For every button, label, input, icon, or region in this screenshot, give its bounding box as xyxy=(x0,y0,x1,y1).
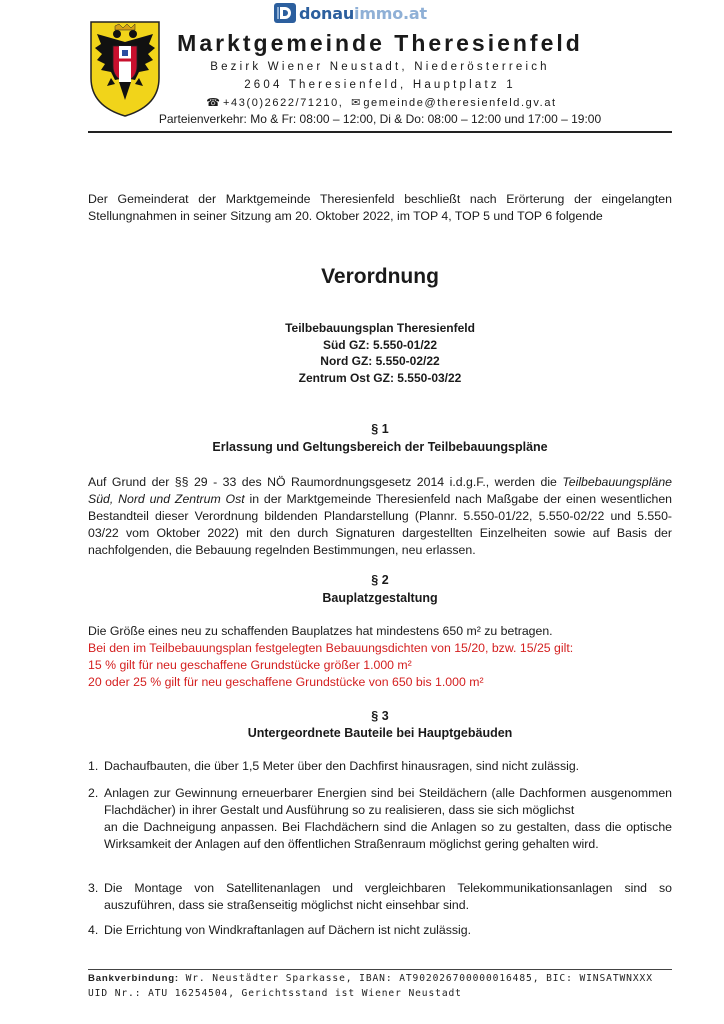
contact-line xyxy=(160,96,600,109)
address-line: 2604 Theresienfeld, Hauptplatz 1 xyxy=(244,79,516,91)
section2-text: Die Größe eines neu zu schaffenden Bauplatzes hat mindestens 650 m² zu betragen. xyxy=(88,624,553,638)
phone-icon: ☎ xyxy=(206,97,220,109)
section-heading: Bauplatzgestaltung xyxy=(322,591,438,605)
list-item xyxy=(88,922,672,939)
list-text: Die Montage von Satellitenanlagen und vergleichbaren Telekommunikationsanlagen sind so auszuführen, dass sie straßenseitig möglichst nicht einsehbar sind. xyxy=(104,881,672,912)
bank-details: Bankverbindung: Wr. Neustädter Sparkasse, IBAN: AT902026700000016485, BIC: WINSATWNXXX xyxy=(88,973,653,984)
section-number: § 2 xyxy=(371,573,389,587)
list-item xyxy=(88,880,672,914)
section-number: § 3 xyxy=(371,709,389,723)
footer-divider xyxy=(88,969,672,970)
section-heading: Untergeordnete Bauteile bei Hauptgebäuden xyxy=(247,726,513,740)
municipality-title: Marktgemeinde Theresienfeld xyxy=(177,30,583,56)
list-number: 3. xyxy=(88,881,99,895)
list-number: 1. xyxy=(88,759,99,773)
italic-plan-names: Teilbebauungspläne Süd, Nord und Zentrum Ost xyxy=(88,475,672,506)
watermark-text: donauimmo.at xyxy=(299,3,427,23)
email-address: gemeinde@theresienfeld.gv.at xyxy=(363,97,557,109)
list-text: Dachaufbauten, die über 1,5 Meter über den Dachfirst hinausragen, sind nicht zulässig. xyxy=(104,759,580,773)
bank-label: Bankverbindung: xyxy=(88,973,179,984)
list-text-continued: an die Dachneigung anpassen. Bei Flachdächern sind die Anlagen so zu gestalten, dass die optische Wirksamkeit der Anlagen auf den öffentlichen Straßenraum möglichst gering gehalten wird. xyxy=(104,820,672,851)
section2-red-line: 20 oder 25 % gilt für neu geschaffene Grundstücke von 650 bis 1.000 m² xyxy=(88,675,484,689)
section-number: § 1 xyxy=(371,422,389,436)
list-number: 4. xyxy=(88,923,99,937)
list-item xyxy=(88,785,672,853)
section2-red-line: 15 % gilt für neu geschaffene Grundstücke größer 1.000 m² xyxy=(88,658,412,672)
uid-line: UID Nr.: ATU 16254504, Gerichtsstand ist Wiener Neustadt xyxy=(88,988,462,999)
section-heading: Erlassung und Geltungsbereich der Teilbebauungspläne xyxy=(212,440,548,454)
district-line: Bezirk Wiener Neustadt, Niederösterreich xyxy=(210,61,550,73)
phone-number: +43(0)2622/71210, xyxy=(222,97,344,109)
subtitle-line: Teilbebauungsplan Theresienfeld xyxy=(285,321,475,335)
header-divider xyxy=(88,131,672,133)
list-number: 2. xyxy=(88,786,99,800)
subtitle-line: Süd GZ: 5.550-01/22 xyxy=(322,338,438,352)
intro-paragraph: Der Gemeinderat der Marktgemeinde Theresienfeld beschließt nach Erörterung der eingelangten Stellungnahmen in seiner Sitzung am 20. Oktober 2022, im TOP 4, TOP 5 und TOP 6 folgende xyxy=(88,192,672,223)
coat-of-arms-icon xyxy=(89,20,161,118)
list-text: Anlagen zur Gewinnung erneuerbarer Energien sind bei Steildächern (alle Dachformen ausgenommen Flachdächer) in ihrer Gestalt und Ausführung so zu realisieren, dass sie sich möglichst xyxy=(104,786,672,817)
subtitle-line: Zentrum Ost GZ: 5.550-03/22 xyxy=(298,371,462,385)
section2-red-line: Bei den im Teilbebauungsplan festgelegten Bebauungsdichten von 15/20, bzw. 15/25 gilt: xyxy=(88,641,574,655)
donauimmo-logo-icon xyxy=(274,3,296,23)
list-item xyxy=(88,758,672,775)
section1-paragraph: Auf Grund der §§ 29 - 33 des NÖ Raumordnungsgesetz 2014 i.d.g.F., werden die Teilbebauungspläne Süd, Nord und Zentrum Ost in der Marktgemeinde Theresienfeld nach Maßgabe der einen wesentlichen Bestandteil dieser Verordnung bildenden Plandarstellung (Plannr. 5.550-01/22, 5.550-02/22 und 5.550-03/22 vom Oktober 2022) mit den durch Signaturen dargestellten Einzelheiten sowie auf Basis der nachfolgenden, die Bebauung regelnden Bestimmungen, neu erlassen. xyxy=(88,475,673,557)
watermark-logo xyxy=(274,2,427,24)
subtitle-line: Nord GZ: 5.550-02/22 xyxy=(320,354,440,368)
document-title: Verordnung xyxy=(321,265,439,288)
list-text: Die Errichtung von Windkraftanlagen auf Dächern ist nicht zulässig. xyxy=(104,923,472,937)
office-hours: Parteienverkehr: Mo & Fr: 08:00 – 12:00, Di & Do: 08:00 – 12:00 und 17:00 – 19:00 xyxy=(158,112,602,126)
email-icon: ✉ xyxy=(351,97,361,109)
